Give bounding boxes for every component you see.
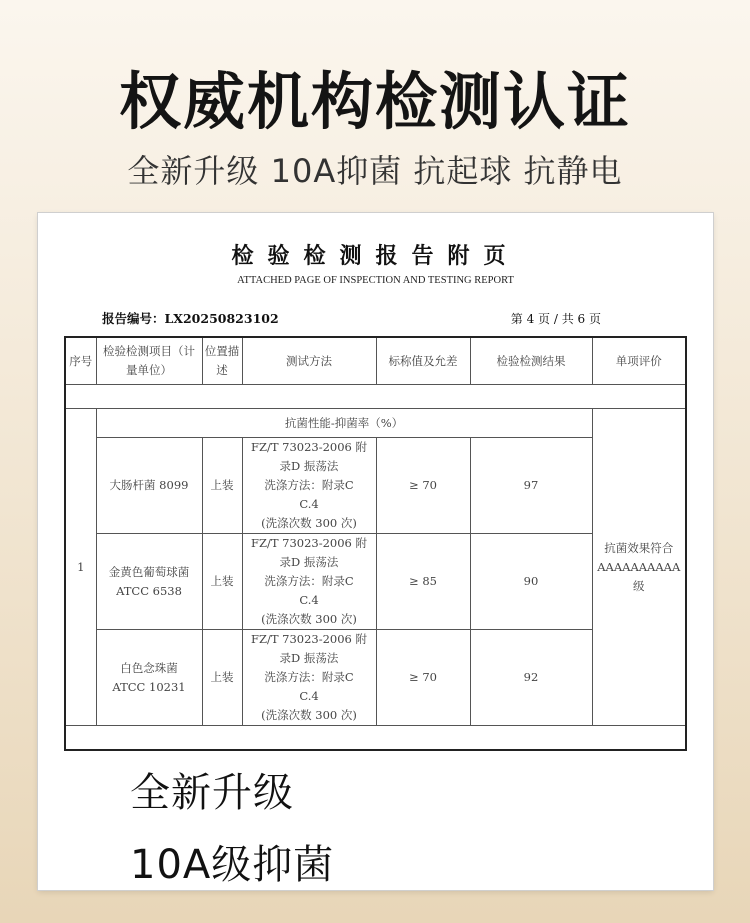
- item-name: 金黄色葡萄球菌: [108, 564, 190, 579]
- method-line: 洗涤方法：附录C: [264, 670, 354, 684]
- position-cell: 上装: [202, 630, 242, 726]
- report-title-en: ATTACHED PAGE OF INSPECTION AND TESTING REPORT: [237, 275, 514, 286]
- blank-row: [65, 726, 686, 751]
- method-line: 录D 振荡法: [279, 651, 339, 665]
- header-item: 检验检测项目（计量单位）: [96, 337, 202, 385]
- blank-row: [65, 385, 686, 409]
- item-strain: ATCC 6538: [116, 583, 182, 598]
- report-title-cn: 检验检测报告附页: [231, 243, 520, 269]
- method-line: FZ/T 73023-2006 附: [250, 440, 368, 454]
- method-line: 洗涤方法：附录C: [264, 478, 354, 492]
- item-name: 大肠杆菌 8099: [109, 478, 189, 492]
- evaluation-line: AAAAAAAAAA: [597, 559, 681, 574]
- blank-cell: [65, 385, 686, 409]
- report-sheet: [38, 213, 713, 890]
- method-line: FZ/T 73023-2006 附: [250, 632, 368, 646]
- method-line: 录D 振荡法: [279, 555, 339, 569]
- evaluation-cell: [592, 409, 686, 726]
- result-cell: 97: [470, 438, 592, 534]
- position-cell: 上装: [202, 534, 242, 630]
- seq-cell: 1: [65, 409, 96, 726]
- overlay-line-2: 10A级抑菌: [130, 842, 335, 888]
- category-row: [65, 409, 686, 438]
- method-line: C.4: [299, 689, 319, 703]
- header-position: 位置描述: [202, 337, 242, 385]
- nominal-cell: ≥ 70: [376, 630, 470, 726]
- method-line: (洗涤次数 300 次): [261, 612, 357, 626]
- method-line: C.4: [299, 497, 319, 511]
- item-name: 白色念珠菌: [120, 660, 178, 675]
- subline: 全新升级 10A抑菌 抗起球 抗静电: [127, 152, 623, 190]
- result-cell: 90: [470, 534, 592, 630]
- overlay-line-1: 全新升级: [130, 770, 294, 816]
- evaluation-line: 级: [633, 578, 645, 593]
- header-evaluation: 单项评价: [592, 337, 686, 385]
- method-cell: [242, 534, 376, 630]
- evaluation-line: 抗菌效果符合: [604, 540, 674, 555]
- method-cell: [242, 438, 376, 534]
- item-cell: [96, 630, 202, 726]
- page-info: 第 4 页 / 共 6 页: [510, 312, 601, 326]
- headline: 权威机构检测认证: [118, 65, 631, 138]
- method-line: (洗涤次数 300 次): [261, 708, 357, 722]
- blank-cell: [65, 726, 686, 751]
- item-cell: [96, 438, 202, 534]
- method-line: 录D 振荡法: [279, 459, 339, 473]
- item-cell: [96, 534, 202, 630]
- header-nominal: 标称值及允差: [376, 337, 470, 385]
- item-strain: ATCC 10231: [112, 679, 186, 694]
- report-number: 报告编号：LX20250823102: [102, 311, 279, 326]
- report-table: [64, 336, 687, 751]
- header-method: 测试方法: [242, 337, 376, 385]
- category-cell: 抗菌性能-抑菌率（%）: [96, 409, 592, 438]
- method-line: 洗涤方法：附录C: [264, 574, 354, 588]
- position-cell: 上装: [202, 438, 242, 534]
- result-cell: 92: [470, 630, 592, 726]
- nominal-cell: ≥ 70: [376, 438, 470, 534]
- header-result: 检验检测结果: [470, 337, 592, 385]
- header-seq: 序号: [65, 337, 96, 385]
- method-line: C.4: [299, 593, 319, 607]
- method-line: (洗涤次数 300 次): [261, 516, 357, 530]
- nominal-cell: ≥ 85: [376, 534, 470, 630]
- method-cell: [242, 630, 376, 726]
- method-line: FZ/T 73023-2006 附: [250, 536, 368, 550]
- header-row: [65, 337, 686, 385]
